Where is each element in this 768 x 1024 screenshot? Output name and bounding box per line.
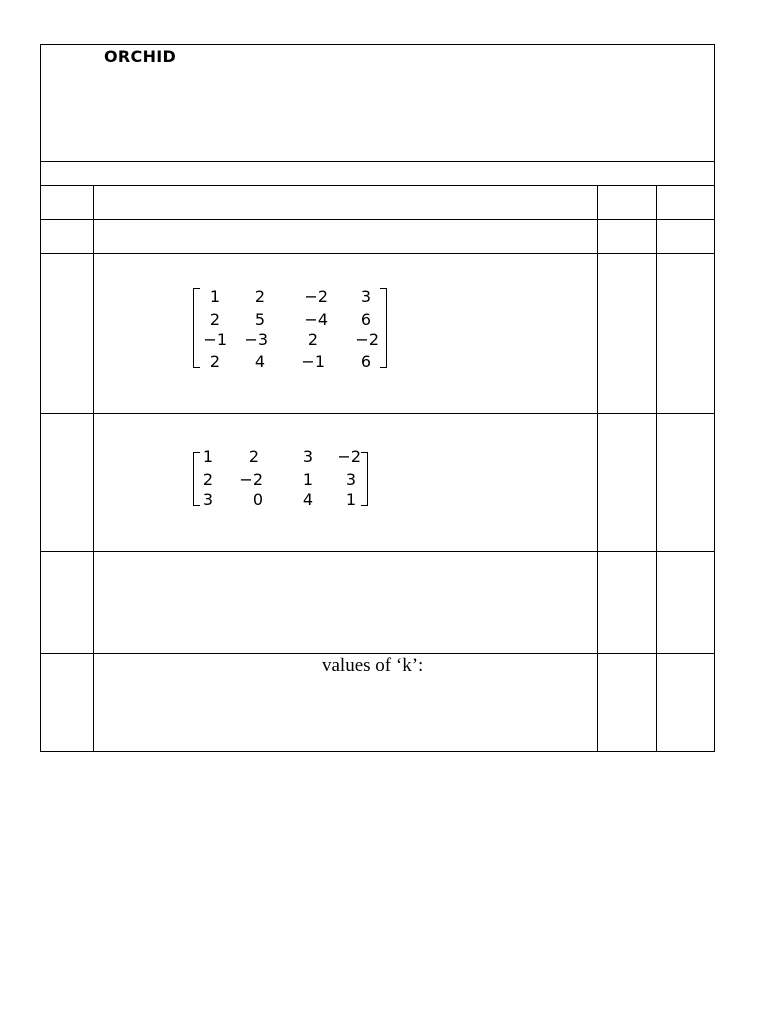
matrix-a-cell: −4 bbox=[304, 310, 328, 329]
matrix-a-cell: 6 bbox=[360, 310, 371, 329]
matrix-b-right-bracket bbox=[361, 452, 368, 506]
matrix-b-cell: 3 bbox=[202, 490, 213, 509]
matrix-a-cell: 3 bbox=[360, 287, 371, 306]
matrix-b-cell: 1 bbox=[345, 490, 356, 509]
row-divider-6 bbox=[40, 551, 715, 552]
row-divider-7 bbox=[40, 653, 715, 654]
matrix-a-cell: 6 bbox=[360, 352, 371, 371]
matrix-b-cell: 2 bbox=[248, 447, 259, 466]
col-divider-2 bbox=[597, 185, 598, 752]
matrix-b-cell: 3 bbox=[345, 470, 356, 489]
question-k-text: values of ‘k’: bbox=[322, 655, 424, 676]
row-divider-4 bbox=[40, 253, 715, 254]
table-border-bottom bbox=[40, 751, 715, 752]
matrix-a-cell: 2 bbox=[209, 310, 220, 329]
matrix-a-cell: 4 bbox=[254, 352, 265, 371]
matrix-a-cell: 5 bbox=[254, 310, 265, 329]
col-divider-3 bbox=[656, 185, 657, 752]
matrix-b-cell: 0 bbox=[252, 490, 263, 509]
matrix-b-cell: 3 bbox=[302, 447, 313, 466]
matrix-a-cell: 2 bbox=[254, 287, 265, 306]
row-divider-3 bbox=[40, 219, 715, 220]
row-divider-5 bbox=[40, 413, 715, 414]
col-divider-1 bbox=[93, 185, 94, 752]
table-border-left bbox=[40, 44, 41, 752]
matrix-a-cell: −2 bbox=[355, 330, 379, 349]
matrix-b-cell: 2 bbox=[202, 470, 213, 489]
matrix-a-cell: −3 bbox=[244, 330, 268, 349]
matrix-a-cell: −1 bbox=[203, 330, 227, 349]
matrix-a-cell: 2 bbox=[209, 352, 220, 371]
matrix-a-cell: 2 bbox=[307, 330, 318, 349]
matrix-a-right-bracket bbox=[380, 288, 387, 368]
table-border-right bbox=[714, 44, 715, 752]
matrix-b-cell: −2 bbox=[239, 470, 263, 489]
matrix-b-cell: 1 bbox=[302, 470, 313, 489]
matrix-a bbox=[193, 287, 387, 371]
matrix-b-cell: 1 bbox=[202, 447, 213, 466]
school-name: ORCHID bbox=[104, 47, 177, 66]
row-divider-2 bbox=[40, 185, 715, 186]
matrix-b bbox=[193, 447, 368, 509]
row-divider-1 bbox=[40, 161, 715, 162]
matrix-a-cell: −1 bbox=[301, 352, 325, 371]
matrix-b-cell: 4 bbox=[302, 490, 313, 509]
matrix-b-cell: −2 bbox=[337, 447, 361, 466]
table-border-top bbox=[40, 44, 715, 45]
matrix-a-cell: −2 bbox=[304, 287, 328, 306]
matrix-a-cell: 1 bbox=[209, 287, 220, 306]
